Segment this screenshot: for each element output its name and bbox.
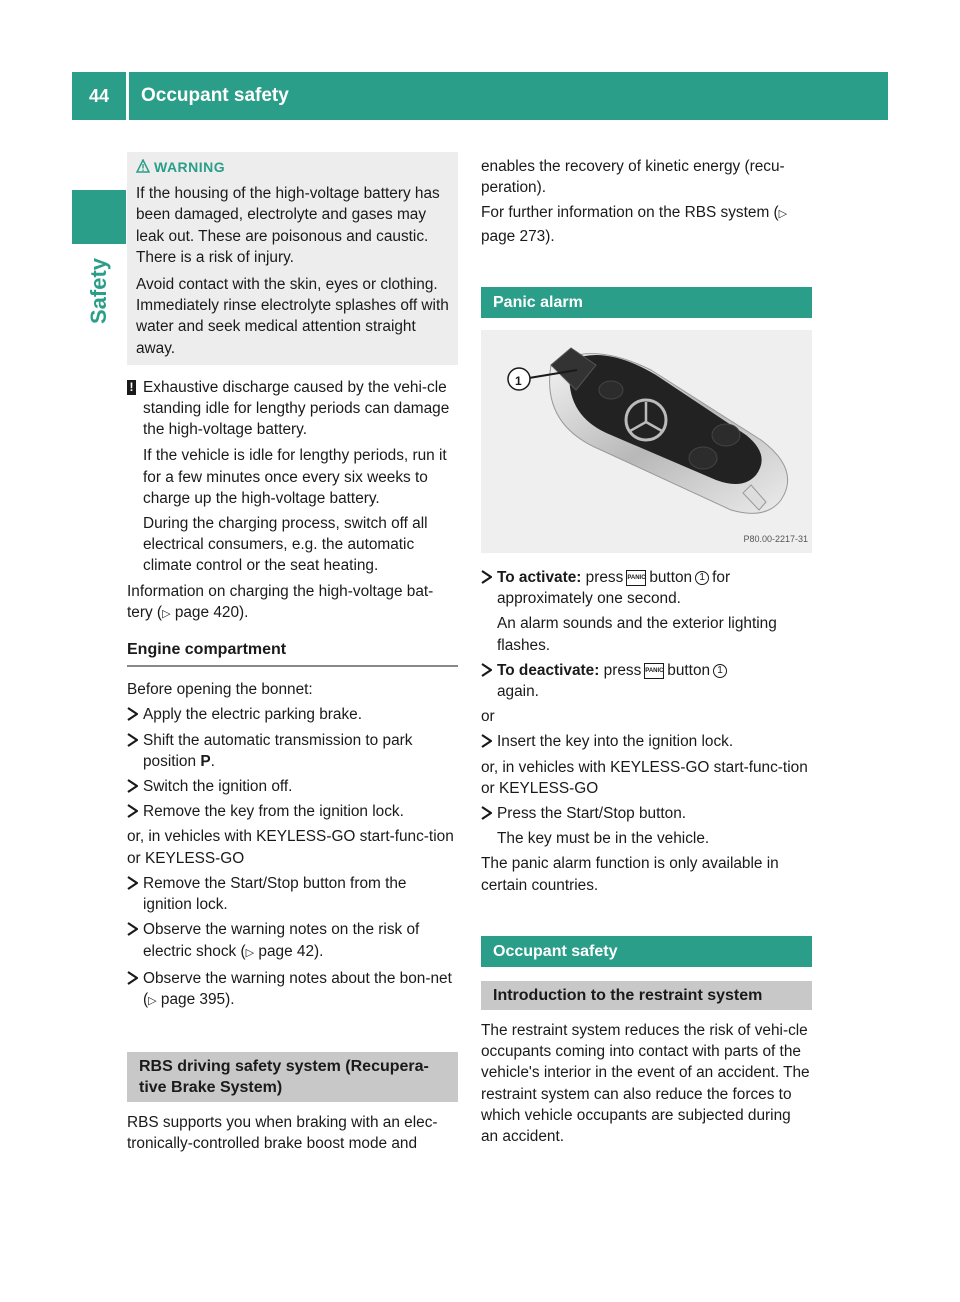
figure-code: P80.00-2217-31	[743, 533, 808, 544]
step-arrow-icon	[481, 570, 492, 584]
info-charging	[127, 581, 458, 625]
step-item	[481, 660, 812, 702]
callout-1-icon: 1	[713, 664, 727, 678]
restraint-para: The restraint system reduces the risk of vehi-cle occupants coming into contact with parts of the vehicle's interior in the event of an accident. The restraint system can also reduce the forces to which vehicle occupants are subjected during an accident.	[481, 1022, 810, 1146]
step-item	[127, 704, 458, 725]
note-line-1: Exhaustive discharge caused by the vehi-cle standing idle for lengthy periods can damage the high-voltage battery.	[143, 378, 450, 439]
rbs-para-2-text: For further information on the RBS system (	[481, 204, 779, 222]
step-item	[127, 776, 458, 797]
page-number: 44	[88, 86, 110, 106]
step-arrow-icon	[481, 734, 492, 748]
page-ref-420[interactable]: page 420	[174, 603, 240, 621]
step-item	[481, 567, 812, 609]
occupant-heading: Occupant safety	[481, 936, 812, 967]
step-text-end: ).	[225, 990, 235, 1008]
panic-alt: or, in vehicles with KEYLESS-GO start-func-tion or KEYLESS-GO	[481, 758, 808, 797]
page-ref-pointer-icon: ▷	[245, 946, 255, 959]
rbs-para-1-cont: enables the recovery of kinetic energy (recu-peration).	[481, 158, 785, 197]
rbs-para-2	[481, 202, 812, 246]
step-arrow-icon	[127, 876, 138, 890]
restraint-heading: Introduction to the restraint system	[481, 981, 812, 1010]
panic-availability: The panic alarm function is only available in certain countries.	[481, 855, 779, 894]
rbs-para-1: RBS supports you when braking with an elec-tronically-controlled brake boost mode and	[127, 1114, 438, 1153]
page-ref-395[interactable]: page 395	[160, 990, 226, 1008]
info-charging-text: Information on charging the high-voltage bat-tery (	[127, 582, 434, 621]
key-inside: The key must be in the vehicle.	[497, 830, 710, 848]
note-block	[127, 377, 458, 441]
step-text: button	[649, 569, 693, 587]
step-text: press	[603, 661, 642, 679]
callout-1-icon: 1	[695, 571, 709, 585]
step-text: Apply the electric parking brake.	[143, 706, 363, 724]
step-text: Remove the key from the ignition lock.	[143, 803, 404, 821]
step-text: Switch the ignition off.	[143, 778, 293, 796]
step-text: Remove the Start/Stop button from the ignition lock.	[143, 874, 407, 914]
panic-button-icon: PANIC	[644, 663, 664, 679]
step-text: press	[585, 569, 624, 587]
page-ref-273[interactable]: page 273	[481, 227, 546, 245]
page-ref-pointer-icon: ▷	[148, 994, 157, 1007]
engine-heading: Engine compartment	[127, 639, 458, 667]
step-text: Insert the key into the ignition lock.	[497, 733, 734, 751]
info-charging-end: ).	[239, 603, 249, 621]
activate-result: An alarm sounds and the exterior lighting flashes.	[497, 615, 777, 654]
callout-1-label: 1	[515, 374, 522, 389]
warning-para-2: Avoid contact with the skin, eyes or clothing. Immediately rinse electrolyte splashes off with water and seek medical attention straight away.	[136, 276, 449, 357]
step-text: Shift the automatic transmission to park position	[143, 731, 413, 770]
header-divider	[126, 72, 129, 120]
step-item	[127, 730, 458, 772]
step-text-end: ).	[314, 942, 324, 960]
engine-intro: Before opening the bonnet:	[127, 681, 313, 699]
activate-label: To activate:	[497, 569, 582, 587]
step-item	[481, 803, 812, 824]
left-column	[127, 152, 458, 1159]
deactivate-label: To deactivate:	[497, 661, 600, 679]
step-arrow-icon	[481, 806, 492, 820]
warning-heading	[136, 157, 450, 178]
page-ref-pointer-icon: ▷	[778, 208, 788, 221]
right-column	[481, 156, 812, 1151]
note-line-2: If the vehicle is idle for lengthy periods, run it for a few minutes once every six weeks to charge up the high-voltage battery.	[143, 447, 447, 507]
step-item	[127, 968, 458, 1012]
panic-heading: Panic alarm	[481, 287, 812, 318]
rbs-heading: RBS driving safety system (Recupera-tive Brake System)	[127, 1052, 458, 1102]
engine-alt: or, in vehicles with KEYLESS-GO start-func-tion or KEYLESS-GO	[127, 828, 454, 867]
step-item	[127, 801, 458, 822]
key-figure	[481, 330, 812, 553]
or-text: or	[481, 708, 495, 726]
step-text: Press the Start/Stop button.	[497, 805, 687, 823]
step-item	[481, 731, 812, 752]
gear-position: P	[200, 752, 211, 770]
step-arrow-icon	[127, 733, 138, 747]
panic-button-icon: PANIC	[626, 570, 646, 586]
exclamation-icon: !	[127, 380, 136, 395]
side-tab-block	[72, 190, 126, 244]
step-text: Observe the warning notes about the bon-net (	[143, 969, 452, 1008]
car-key-illustration	[481, 330, 812, 553]
warning-para-1: If the housing of the high-voltage battery has been damaged, electrolyte and gases may leak out. These are poisonous and caustic. There is a risk of injury.	[136, 185, 440, 266]
step-arrow-icon	[127, 971, 138, 985]
step-text: again.	[497, 683, 539, 701]
side-tab	[76, 257, 122, 324]
step-text-end: .	[210, 752, 215, 770]
step-item	[127, 873, 458, 915]
step-text: for approximately one second.	[497, 569, 731, 608]
step-text: Observe the warning notes on the risk of electric shock (	[143, 921, 420, 960]
page-ref-42[interactable]: page 42	[258, 942, 315, 960]
step-arrow-icon	[127, 804, 138, 818]
step-arrow-icon	[127, 922, 138, 936]
page-title: Occupant safety	[141, 85, 289, 106]
side-tab-label: Safety	[86, 257, 111, 324]
step-text: button	[667, 661, 711, 679]
step-arrow-icon	[127, 779, 138, 793]
warning-box	[127, 152, 458, 365]
rbs-para-2-end: ).	[545, 227, 555, 245]
note-line-3: During the charging process, switch off all electrical consumers, e.g. the automatic climate control or the seat heating.	[143, 515, 428, 575]
step-arrow-icon	[127, 707, 138, 721]
page-ref-pointer-icon: ▷	[162, 607, 171, 620]
step-arrow-icon	[481, 663, 492, 677]
step-item	[127, 919, 458, 963]
warning-heading-text: WARNING	[154, 159, 226, 175]
warning-triangle-icon	[136, 159, 150, 173]
